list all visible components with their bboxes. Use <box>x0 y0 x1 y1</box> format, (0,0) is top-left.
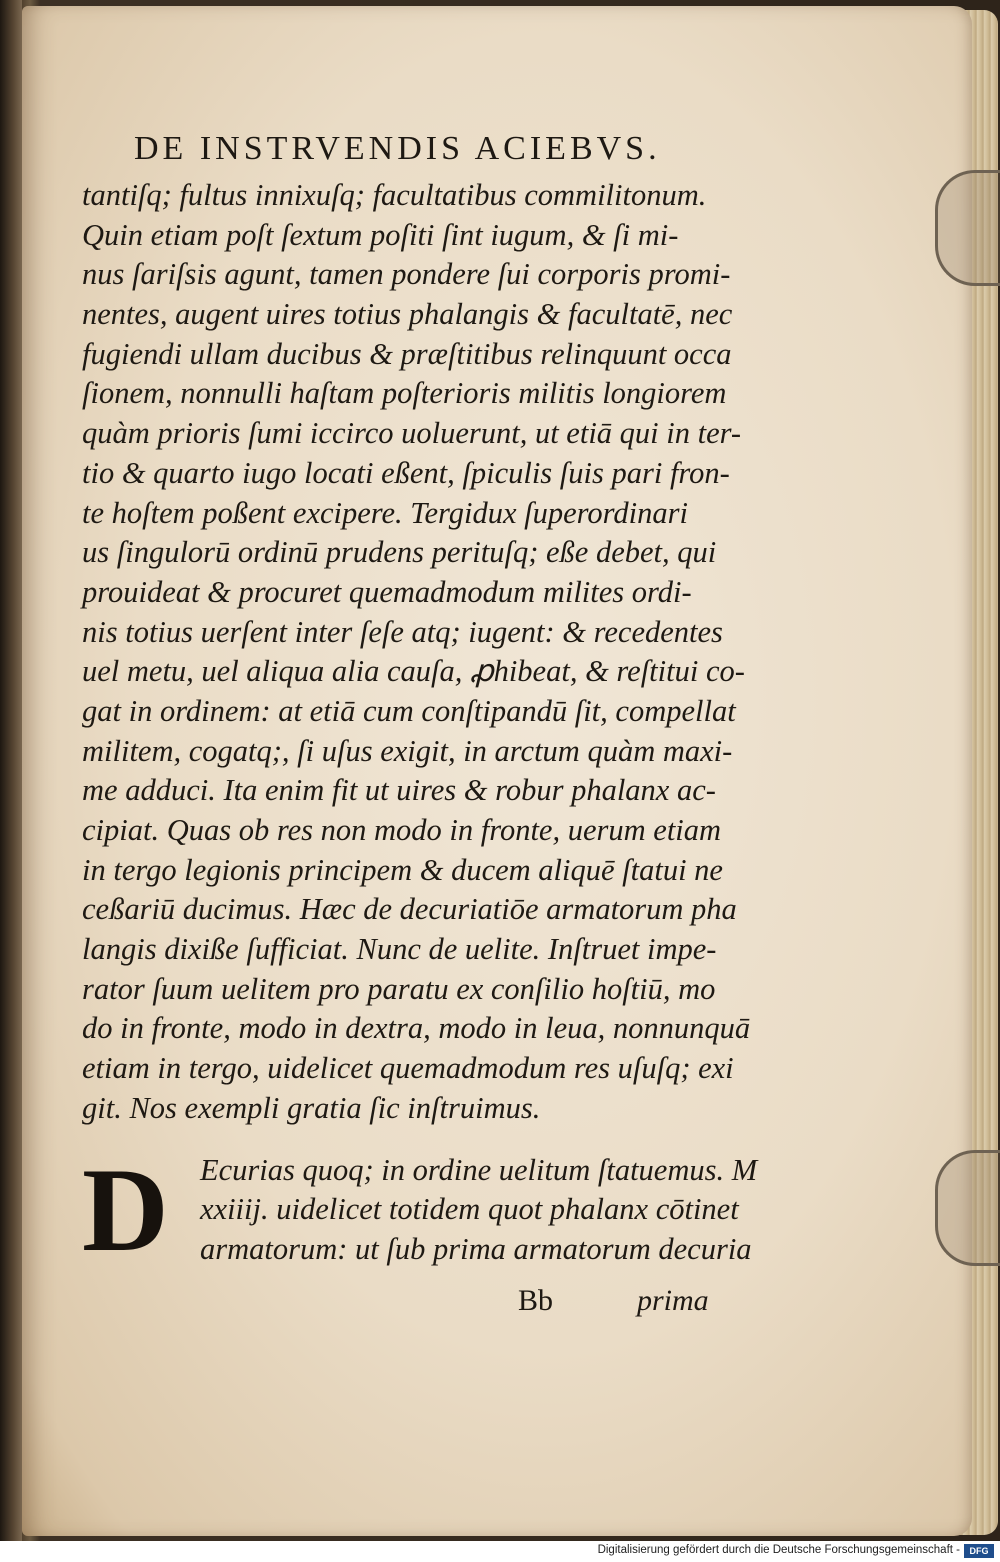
text-line: militem, cogatq;, ſi uſus exigit, in arctum quàm maxi- <box>82 733 733 768</box>
page-clip-bottom <box>935 1150 1000 1266</box>
paragraph-1 <box>82 176 762 1129</box>
text-line: te hoſtem poßent excipere. Tergidux ſuperordinari <box>82 495 688 530</box>
page-footer <box>82 1284 762 1328</box>
text-line: nentes, augent uires totius phalangis & facultatē, nec <box>82 297 733 332</box>
text-line: us ſingulorū ordinū prudens perituſq; eße debet, qui <box>82 535 717 570</box>
text-line: prouideat & procuret quemadmodum milites ordi- <box>82 574 692 609</box>
dfg-logo: DFG <box>964 1544 994 1558</box>
text-line: tio & quarto iugo locati eßent, ſpiculis ſuis pari fron- <box>82 455 730 490</box>
text-line: fugiendi ullam ducibus & præſtitibus relinquunt occa <box>82 336 732 371</box>
text-line: Quin etiam poſt ſextum poſiti ſint iugum, & ſi mi- <box>82 217 679 252</box>
text-line: me adduci. Ita enim fit ut uires & robur phalanx ac- <box>82 773 716 808</box>
credit-text: Digitalisierung gefördert durch die Deutsche Forschungsgemeinschaft - <box>597 1544 960 1556</box>
drop-cap: D <box>82 1142 169 1276</box>
text-line: Ecurias quoq; in ordine uelitum ſtatuemus. M <box>200 1152 758 1187</box>
text-line: rator ſuum uelitem pro paratu ex conſilio hoſtiū, mo <box>82 971 716 1006</box>
signature-mark: Bb <box>518 1283 554 1317</box>
text-line: etiam in tergo, uidelicet quemadmodum res uſuſq; exi <box>82 1051 734 1086</box>
digitization-credit-bar <box>0 1541 1000 1562</box>
text-line: ſionem, nonnulli haſtam poſterioris militis longiorem <box>82 376 727 411</box>
paragraph-2 <box>82 1142 762 1276</box>
text-line: ceßariū ducimus. Hæc de decuriatiōe armatorum pha <box>82 892 737 927</box>
text-line: do in fronte, modo in dextra, modo in leua, nonnunquā <box>82 1011 751 1046</box>
text-line: quàm prioris ſumi iccirco uoluerunt, ut etiā qui in ter- <box>82 416 742 451</box>
text-line: gat in ordinem: at etiā cum conſtipandū ſit, compellat <box>82 693 736 728</box>
text-line: armatorum: ut ſub prima armatorum decuria <box>200 1231 752 1266</box>
text-line: nis totius uerſent inter ſeſe atq; iugent: & recedentes <box>82 614 723 649</box>
text-line: git. Nos exempli gratia ſic inſtruimus. <box>82 1090 541 1125</box>
running-head: DE INSTRVENDIS ACIEBVS. <box>134 130 661 167</box>
text-line: tantiſq; fultus innixuſq; facultatibus commilitonum. <box>82 178 707 212</box>
text-line: nus ſariſsis agunt, tamen pondere ſui corporis promi- <box>82 257 731 292</box>
page-clip-top <box>935 170 1000 286</box>
text-line: in tergo legionis principem & ducem aliquē ſtatui ne <box>82 852 723 887</box>
page-text <box>82 130 762 1328</box>
text-line: uel metu, uel aliqua alia cauſa, ꝓhibeat, & reſtitui co- <box>82 654 745 689</box>
text-line: cipiat. Quas ob res non modo in fronte, uerum etiam <box>82 813 722 847</box>
text-line: xxiiij. uidelicet totidem quot phalanx cōtinet <box>200 1192 739 1227</box>
catchword: prima <box>637 1283 709 1317</box>
binding-gutter <box>0 0 22 1562</box>
text-line: langis dixiße ſufficiat. Nunc de uelite. Inſtruet impe- <box>82 932 717 967</box>
